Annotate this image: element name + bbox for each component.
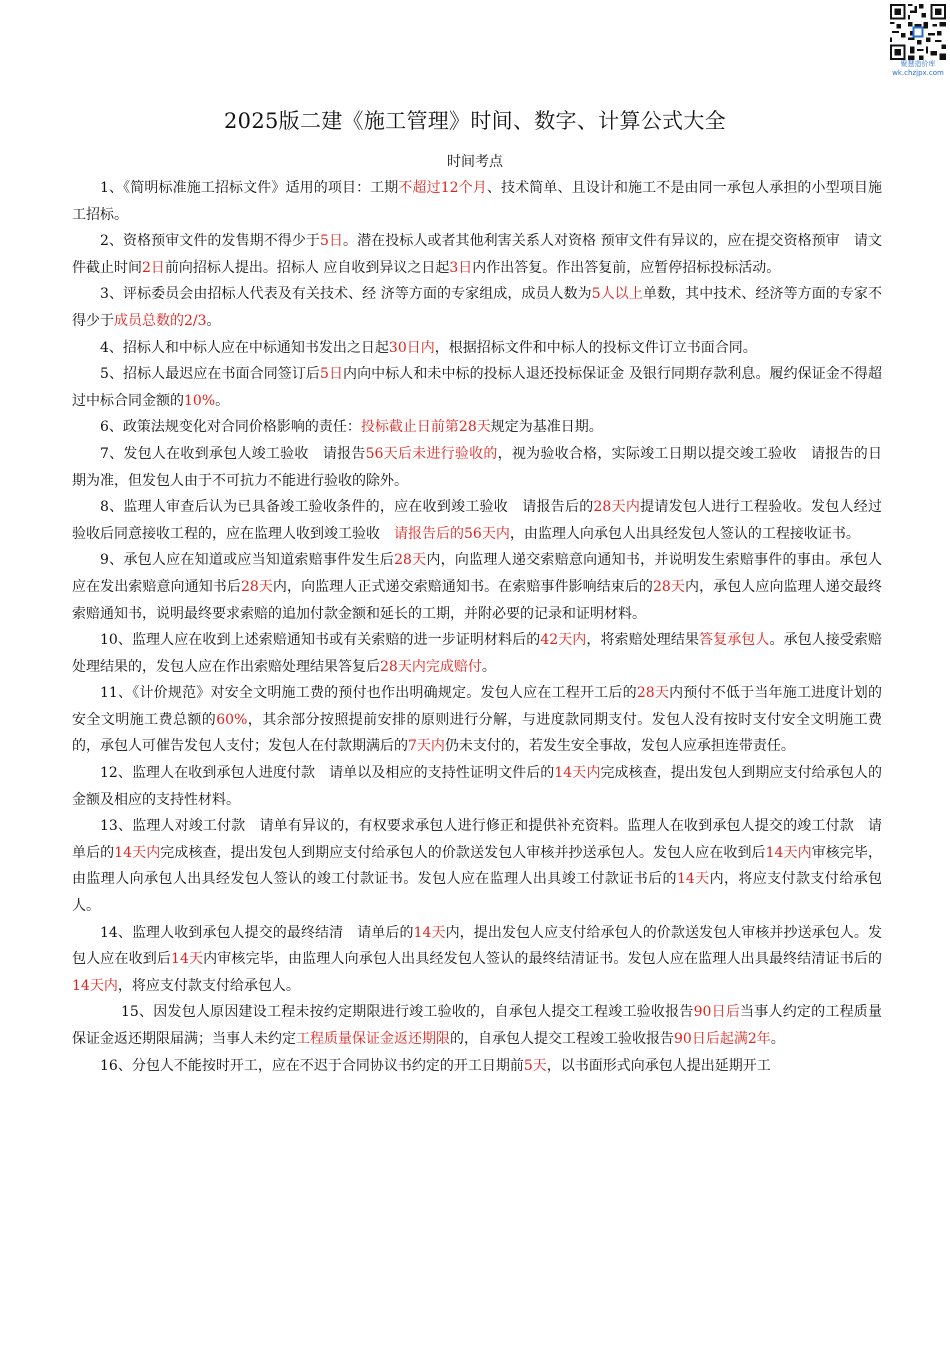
text-run: 8、监理人审查后认为已具备竣工验收条件的，应在收到竣工验收 请报告后的 bbox=[100, 499, 594, 516]
highlighted-term: 14天 bbox=[676, 871, 710, 888]
text-run: 规定为基准日期。 bbox=[490, 419, 603, 436]
highlighted-term: 5日 bbox=[319, 233, 344, 250]
text-run: ，根据招标文件和中标人的投标文件订立书面合同。 bbox=[434, 339, 757, 356]
text-run: 前向招标人提出。招标人 应自收到异议之日起 bbox=[164, 259, 450, 276]
highlighted-term: 90日后起满2年 bbox=[674, 1031, 771, 1047]
text-run: ，视为验收合格，实际竣工日期以提交竣工验收 请报告的日期为准，但发包人由于不可抗力不能进行验收的除外。 bbox=[72, 445, 882, 489]
text-run: 5、招标人最迟应在书面合同签订后 bbox=[100, 366, 320, 383]
text-run: 内，向监理人递交索赔意向通知书，并说明发生索赔事件的事由。承包人应在发出索赔意向通知书后 bbox=[72, 552, 883, 595]
text-run: ，以书面形式向承包人提出延期开工 bbox=[546, 1057, 771, 1074]
highlighted-term: 成员总数的2/3 bbox=[114, 312, 207, 329]
text-run: 内作出答复。作出答复前，应暂停招标投标活动。 bbox=[472, 259, 781, 276]
paragraph-12 bbox=[72, 760, 882, 813]
paragraph-2 bbox=[72, 228, 882, 281]
text-run: 7、发包人在收到承包人竣工验收 请报告 bbox=[100, 445, 366, 462]
paragraph-8 bbox=[72, 494, 882, 547]
section-subtitle: 时间考点 bbox=[447, 154, 503, 170]
text-run: 内向中标人和未中标的投标人退还投标保证金 及银行同期存款利息。履约保证金不得超过中标合同金额的 bbox=[72, 366, 882, 409]
text-run: 11、《计价规范》对安全文明施工费的预付也作出明确规定。发包人应在工程开工后的 bbox=[100, 685, 637, 702]
text-run: 内审核完毕，由监理人向承包人出具经发包人签认的最终结清证书。发包人应在监理人出具最终结清证书后的 bbox=[203, 951, 882, 968]
text-run: 完成核查，提出发包人到期应支付给承包人的价款送发包人审核并抄送承包人。发包人应在收到后 bbox=[160, 844, 766, 861]
text-run: 16、分包人不能按时开工，应在不迟于合同协议书约定的开工日期前 bbox=[100, 1057, 524, 1074]
text-run: 12、监理人在收到承包人进度付款 请单以及相应的支持性证明文件后的 bbox=[100, 765, 555, 782]
site-url[interactable]: wk.chzjpx.com bbox=[892, 69, 944, 77]
text-run: 。 bbox=[215, 392, 230, 409]
highlighted-term: 3日 bbox=[449, 259, 473, 276]
paragraph-10 bbox=[72, 627, 882, 680]
highlighted-term: 5日 bbox=[319, 366, 344, 383]
highlighted-term: 2日 bbox=[142, 259, 165, 276]
highlighted-term: 7天内 bbox=[408, 738, 445, 755]
highlighted-term: 14天内 bbox=[765, 844, 812, 861]
highlighted-term: 28天 bbox=[653, 578, 685, 595]
text-run: ，将索赔处理结果 bbox=[586, 632, 700, 649]
text-run: 9、承包人应在知道或应当知道索赔事件发生后 bbox=[100, 552, 395, 569]
text-run: 仍未支付的，若发生安全事故，发包人应承担连带责任。 bbox=[444, 738, 795, 755]
paragraph-16 bbox=[72, 1053, 882, 1080]
text-run: 。 bbox=[206, 312, 221, 329]
highlighted-term: 不超过12个月 bbox=[398, 180, 487, 196]
highlighted-term: 42天内 bbox=[540, 632, 587, 649]
highlighted-term: 28天 bbox=[240, 578, 273, 595]
highlighted-term: 投标截止日前第28天 bbox=[360, 419, 491, 436]
highlighted-term: 14天内 bbox=[554, 765, 601, 782]
paragraph-5 bbox=[72, 361, 882, 414]
text-run: 。承包人接受索赔处理结果的，发包人应在作出索赔处理结果答复后 bbox=[72, 632, 883, 675]
highlighted-term: 56天后未进行验收的 bbox=[365, 445, 498, 462]
document-body bbox=[72, 175, 882, 1079]
paragraph-7 bbox=[72, 441, 882, 494]
text-run: 的，自承包人提交工程竣工验收报告 bbox=[450, 1031, 674, 1047]
text-run: 内，向监理人正式递交索赔通知书。在索赔事件影响结束后的 bbox=[272, 578, 654, 595]
paragraph-6 bbox=[72, 414, 882, 441]
qr-code-block bbox=[889, 4, 947, 78]
highlighted-term: 60% bbox=[216, 711, 248, 728]
paragraph-14 bbox=[72, 920, 882, 1000]
text-run: 提请发包人进行工程验收。发包人经过验收后同意接收工程的，应在监理人收到竣工验收 bbox=[72, 499, 883, 542]
text-run: 10、监理人应在收到上述索赔通知书或有关索赔的进一步证明材料后的 bbox=[100, 632, 541, 649]
highlighted-term: 5人以上 bbox=[591, 286, 643, 303]
highlighted-term: 请报告后的56天内 bbox=[394, 525, 510, 542]
text-run: 4、招标人和中标人应在中标通知书发出之日起 bbox=[100, 339, 389, 356]
text-run: 。 bbox=[481, 658, 496, 675]
text-run: 13、监理人对竣工付款 请单有异议的，有权要求承包人进行修正和提供补充资料。监理人在收到承包人提交的竣工付款 请单后的 bbox=[72, 818, 882, 861]
text-run: 14、监理人收到承包人提交的最终结清 请单后的 bbox=[100, 924, 414, 941]
highlighted-term: 14天 bbox=[171, 951, 204, 968]
highlighted-term: 28天内 bbox=[593, 499, 641, 516]
qr-code-icon bbox=[890, 4, 946, 60]
highlighted-term: 14天内 bbox=[114, 844, 161, 861]
text-run: 15、因发包人原因建设工程未按约定期限进行竣工验收的，自承包人提交工程竣工验收报告 bbox=[121, 1004, 694, 1021]
highlighted-term: 30日内 bbox=[388, 339, 435, 356]
text-run: 6、政策法规变化对合同价格影响的责任： bbox=[100, 419, 361, 436]
text-run: 单数，其中技术、经济等方面的专家不得少于 bbox=[72, 286, 882, 329]
paragraph-4 bbox=[72, 335, 882, 362]
highlighted-term: 90日后 bbox=[693, 1004, 741, 1021]
brand-caption: 聚慧造价库 bbox=[900, 60, 936, 68]
paragraph-15 bbox=[72, 999, 882, 1052]
highlighted-term: 5天 bbox=[523, 1057, 547, 1074]
highlighted-term: 28天 bbox=[636, 685, 670, 702]
highlighted-term: 28天 bbox=[394, 552, 427, 569]
text-run: 内预付不低于当年施工进度计划的安全文明施工费总额的 bbox=[72, 685, 883, 728]
highlighted-term: 14天内 bbox=[72, 977, 118, 994]
highlighted-term: 答复承包人 bbox=[699, 632, 770, 649]
text-run: 。潜在投标人或者其他利害关系人对资格 预审文件有异议的，应在提交资格预审 请文件截止时间 bbox=[72, 233, 882, 276]
text-run: 1、《简明标准施工招标文件》适用的项目：工期 bbox=[100, 180, 399, 196]
text-run: ，由监理人向承包人出具经发包人签认的工程接收证书。 bbox=[509, 525, 860, 542]
highlighted-term: 28天内完成赔付 bbox=[380, 658, 482, 675]
text-run: ，将应支付款支付给承包人。 bbox=[117, 977, 300, 994]
text-run: 审核完毕，由监理人向承包人出具经发包人签认的竣工付款证书。发包人应在监理人出具竣工付款证书后的 bbox=[72, 844, 883, 888]
text-run: 内，将应支付款支付给承包人。 bbox=[72, 871, 882, 915]
text-run: 当事人约定的工程质量保证金返还期限届满；当事人未约定 bbox=[72, 1004, 883, 1047]
page-title: 2025版二建《施工管理》时间、数字、计算公式大全 bbox=[224, 109, 726, 133]
highlighted-term: 10% bbox=[184, 392, 216, 409]
paragraph-13 bbox=[72, 813, 882, 919]
paragraph-9 bbox=[72, 547, 882, 627]
text-run: 2、资格预审文件的发售期不得少于 bbox=[100, 233, 320, 250]
text-run: 完成核查，提出发包人到期应支付给承包人的金额及相应的支持性材料。 bbox=[72, 765, 882, 808]
text-run: 内，提出发包人应支付给承包人的价款送发包人审核并抄送承包人。发包人应在收到后 bbox=[72, 924, 882, 968]
text-run: ，其余部分按照提前安排的原则进行分解，与进度款同期支付。发包人没有按时支付安全文明施工费的，承包人可催告发包人支付；发包人在付款期满后的 bbox=[72, 711, 883, 755]
highlighted-term: 14天 bbox=[413, 924, 446, 941]
highlighted-term: 工程质量保证金返还期限 bbox=[296, 1031, 450, 1047]
text-run: 。 bbox=[770, 1031, 785, 1047]
text-run: 、技术简单、且设计和施工不是由同一承包人承担的小型项目施工招标。 bbox=[72, 180, 882, 223]
paragraph-1 bbox=[72, 175, 882, 228]
text-run: 3、评标委员会由招标人代表及有关技术、经 济等方面的专家组成，成员人数为 bbox=[100, 286, 592, 303]
paragraph-11 bbox=[72, 680, 882, 760]
paragraph-3 bbox=[72, 281, 882, 334]
text-run: 内，承包人应向监理人递交最终索赔通知书，说明最终要求索赔的追加付款金额和延长的工期，并附必要的记录和证明材料。 bbox=[72, 578, 883, 622]
